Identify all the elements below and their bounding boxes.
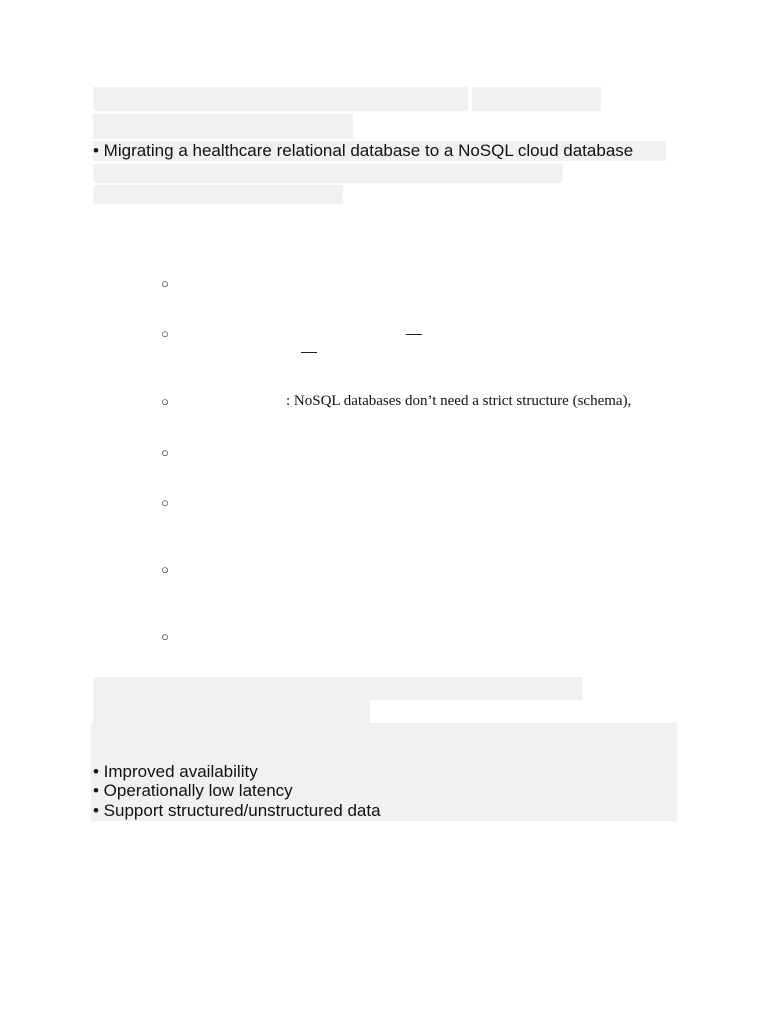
sub-bullet-marker-6: ○ bbox=[161, 562, 169, 577]
sub-bullet-marker-7: ○ bbox=[161, 629, 169, 644]
redacted-line-3 bbox=[93, 164, 563, 183]
redacted-line-2 bbox=[93, 114, 353, 139]
redacted-line-4 bbox=[93, 185, 343, 204]
sub-bullet-marker-3: ○ bbox=[161, 394, 169, 409]
redacted-line-5 bbox=[93, 677, 582, 700]
redacted-line-6 bbox=[93, 700, 370, 723]
sub-bullet-marker-4: ○ bbox=[161, 445, 169, 460]
benefit-item-latency: • Operationally low latency bbox=[93, 781, 293, 800]
sub-bullet-marker-5: ○ bbox=[161, 495, 169, 510]
redacted-line-1b bbox=[472, 87, 601, 111]
redacted-line-1a bbox=[93, 87, 468, 111]
intro-bullet-heading: • Migrating a healthcare relational database to a NoSQL cloud database bbox=[93, 141, 634, 160]
schema-description: : NoSQL databases don’t need a strict structure (schema), bbox=[286, 393, 632, 409]
em-dash-mark-2 bbox=[301, 352, 317, 353]
em-dash-mark-1 bbox=[406, 334, 422, 335]
sub-bullet-marker-2: ○ bbox=[161, 326, 169, 341]
sub-bullet-marker-1: ○ bbox=[161, 276, 169, 291]
benefit-item-availability: • Improved availability bbox=[93, 762, 258, 781]
benefit-item-data-support: • Support structured/unstructured data bbox=[93, 801, 381, 820]
